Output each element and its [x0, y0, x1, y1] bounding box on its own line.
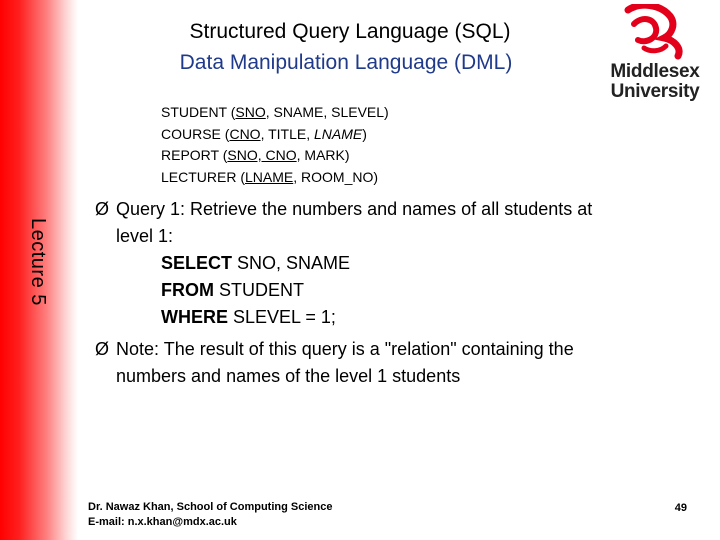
schema-key: SNO [235, 104, 266, 120]
slide-footer [88, 500, 332, 530]
slide-subtitle: Data Manipulation Language (DML) [179, 51, 513, 74]
schema-rest: , MARK) [296, 147, 350, 163]
sql-clause: SLEVEL = 1; [228, 307, 336, 327]
schema-list [161, 102, 389, 188]
logo-word-university: University [610, 81, 700, 102]
arrow-bullet-icon: Ø [95, 339, 110, 359]
schema-rest: , ROOM_NO) [293, 168, 379, 185]
slide-body [95, 196, 695, 390]
schema-rest: , TITLE, [260, 125, 315, 142]
schema-row-student [161, 102, 389, 124]
schema-prefix: LECTURER ( [161, 168, 246, 185]
schema-row-course [161, 124, 389, 146]
arrow-bullet-icon: Ø [95, 199, 110, 219]
sql-where-line [95, 304, 695, 331]
schema-foreign-key: LNAME [314, 125, 363, 142]
note-line2: numbers and names of the level 1 students [116, 366, 461, 386]
footer-email: E-mail: n.x.khan@mdx.ac.uk [88, 516, 237, 528]
schema-prefix: COURSE ( [161, 125, 230, 142]
logo-mark-icon [620, 4, 690, 60]
query-intro-line2: level 1: [116, 226, 174, 246]
sql-from-line [95, 277, 695, 304]
schema-key: SNO, CNO [227, 147, 297, 163]
schema-key: LNAME [245, 168, 294, 185]
sql-keyword: SELECT [161, 253, 233, 273]
logo-word-middlesex: Middlesex [610, 61, 700, 82]
sql-keyword: WHERE [161, 307, 228, 327]
sql-select-line [95, 250, 695, 277]
schema-prefix: STUDENT ( [161, 104, 236, 120]
lecture-label: Lecture 5 [27, 218, 49, 306]
note-bullet [95, 336, 695, 390]
sql-clause: SNO, SNAME [232, 253, 351, 273]
schema-rest: , SNAME, SLEVEL) [265, 104, 389, 120]
university-logo [610, 4, 700, 104]
schema-row-lecturer [161, 167, 389, 189]
schema-rest: ) [362, 125, 367, 142]
page-number: 49 [674, 502, 687, 514]
schema-key: CNO [229, 125, 261, 142]
sql-keyword: FROM [161, 280, 214, 300]
slide-title: Structured Query Language (SQL) [189, 20, 511, 43]
schema-row-report [161, 145, 389, 167]
footer-author: Dr. Nawaz Khan, School of Computing Science [88, 501, 333, 513]
note-line1: Note: The result of this query is a "relation" containing the [116, 339, 574, 359]
sql-clause: STUDENT [214, 280, 304, 300]
schema-prefix: REPORT ( [161, 147, 228, 163]
query-bullet [95, 196, 695, 250]
query-intro-line1: Query 1: Retrieve the numbers and names of all students at [116, 199, 593, 219]
